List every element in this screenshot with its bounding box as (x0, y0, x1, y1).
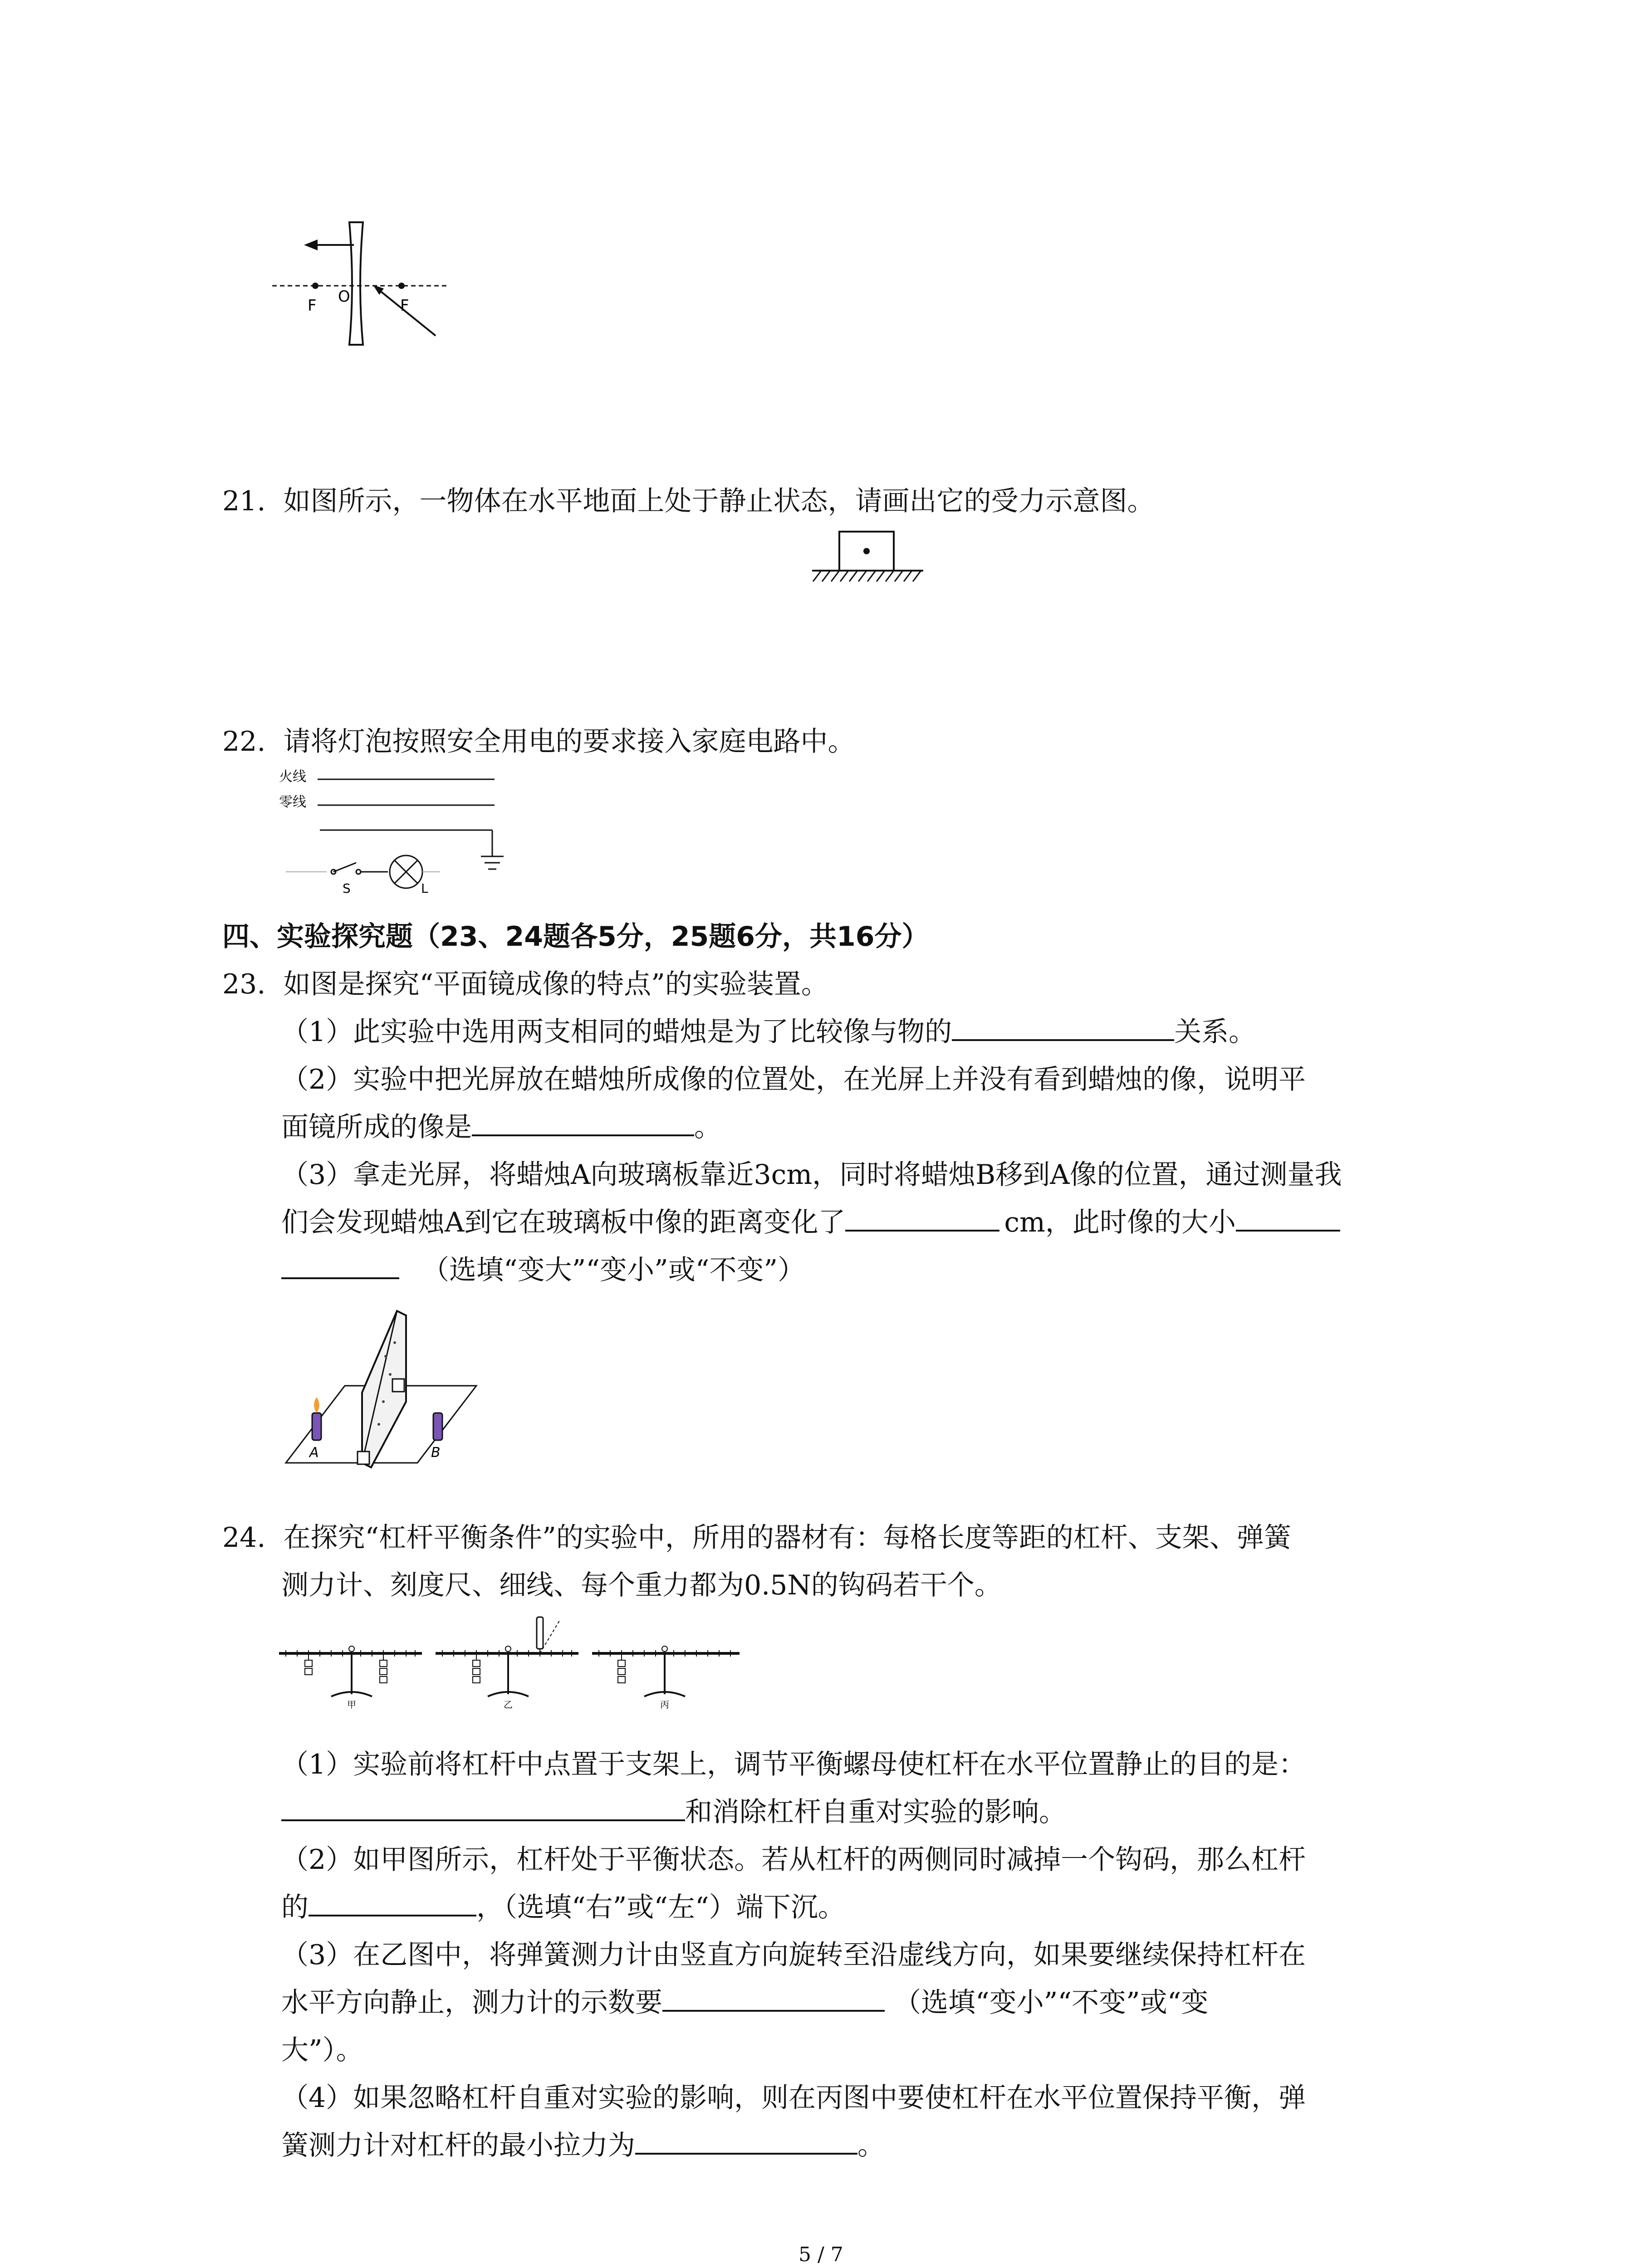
lever-experiment-figures (277, 1615, 744, 1710)
lever-figure-yi (436, 1617, 578, 1710)
q22-line (222, 721, 855, 762)
q23-blank-3[interactable] (845, 1202, 999, 1232)
section-4-title: 四、实验探究题（23、24题各5分，25题6分，共16分） (222, 921, 929, 953)
q23-blank-1[interactable] (952, 1012, 1174, 1041)
label-neutral-wire: 零线 (279, 794, 306, 810)
q24-blank-4[interactable] (635, 2126, 857, 2155)
q24-part3-a: （3）在乙图中，将弹簧测力计由竖直方向旋转至沿虚线方向，如果要继续保持杠杆在 (281, 1939, 1306, 1971)
lever-label-jia: 甲 (347, 1699, 356, 1710)
q24-blank-2[interactable] (309, 1887, 476, 1916)
lens-diagram (272, 213, 463, 349)
q23-blank-4b[interactable] (281, 1250, 399, 1279)
q23-part3-a: （3）拿走光屏，将蜡烛A向玻璃板靠近3cm，同时将蜡烛B移到A像的位置，通过测量我 (281, 1159, 1342, 1191)
q22-text: 请将灯泡按照安全用电的要求接入家庭电路中。 (283, 726, 855, 758)
q24-blank-1[interactable] (281, 1792, 685, 1821)
q24-part1-a: （1）实验前将杠杆中点置于支架上，调节平衡螺母使杠杆在水平位置静止的目的是： (281, 1749, 1306, 1780)
q23-intro-line (222, 964, 828, 1005)
lens-label-f-right: F (400, 297, 409, 315)
q23-part3-c: （选填“变大”“变小”或“不变”） (281, 1250, 805, 1290)
q21-text: 如图所示，一物体在水平地面上处于静止状态，请画出它的受力示意图。 (283, 485, 1155, 517)
page-number: 5 / 7 (798, 2243, 843, 2266)
lever-figure-jia (279, 1646, 422, 1710)
q24-number: 24. (222, 1522, 266, 1554)
q24-part4-a: （4）如果忽略杠杆自重对实验的影响，则在丙图中要使杠杆在水平位置保持平衡，弹 (281, 2082, 1306, 2114)
q24-part3-b: 水平方向静止，测力计的示数要 （选填“变小”“不变”或“变 (281, 1982, 1208, 2023)
q22-number: 22. (222, 726, 266, 758)
q24-part2-b: 的 ，（选填“右”或“左“）端下沉。 (281, 1887, 845, 1928)
q23-intro: 如图是探究“平面镜成像的特点”的实验装置。 (283, 968, 828, 1000)
q23-number: 23. (222, 968, 266, 1000)
q24-intro-line-a (222, 1517, 1291, 1558)
plane-mirror-apparatus (281, 1302, 481, 1470)
label-live-wire: 火线 (279, 769, 306, 785)
lever-label-bing: 丙 (660, 1699, 669, 1710)
block-on-ground-diagram (803, 526, 930, 585)
q23-part1: （1）此实验中选用两支相同的蜡烛是为了比较像与物的 关系。 (281, 1012, 1256, 1052)
lens-label-f-left: F (308, 297, 317, 315)
q24-blank-3[interactable] (662, 1983, 885, 2012)
q21-number: 21. (222, 485, 266, 517)
q24-intro-b: 测力计、刻度尺、细线、每个重力都为0.5N的钩码若干个。 (281, 1569, 1002, 1601)
lever-label-yi: 乙 (504, 1699, 513, 1710)
lever-figure-bing (592, 1646, 740, 1710)
candle-label-b: B (431, 1445, 441, 1461)
q23-part3-b: 们会发现蜡烛A到它在玻璃板中像的距离变化了 cm，此时像的大小 (281, 1202, 1340, 1243)
q24-part4-b: 簧测力计对杠杆的最小拉力为 。 (281, 2125, 885, 2166)
q23-part2-a: （2）实验中把光屏放在蜡烛所成像的位置处，在光屏上并没有看到蜡烛的像，说明平 (281, 1064, 1306, 1095)
q23-blank-4a[interactable] (1236, 1202, 1340, 1232)
household-circuit-diagram (277, 767, 522, 898)
label-lamp-l: L (421, 881, 428, 896)
q23-part2-b: 面镜所成的像是 。 (281, 1107, 721, 1148)
lens-label-o: O (338, 288, 350, 306)
q24-part2-a: （2）如甲图所示，杠杆处于平衡状态。若从杠杆的两侧同时减掉一个钩码，那么杠杆 (281, 1844, 1306, 1876)
q24-part3-d: 大”）。 (281, 2034, 363, 2066)
label-switch-s: S (343, 881, 351, 896)
q23-blank-2[interactable] (472, 1107, 694, 1136)
candle-label-a: A (309, 1445, 319, 1461)
q24-part1-b: 和消除杠杆自重对实验的影响。 (281, 1792, 1066, 1833)
q24-intro-a: 在探究“杠杆平衡条件”的实验中，所用的器材有：每格长度等距的杠杆、支架、弹簧 (283, 1522, 1291, 1554)
q21-line (222, 481, 1155, 522)
